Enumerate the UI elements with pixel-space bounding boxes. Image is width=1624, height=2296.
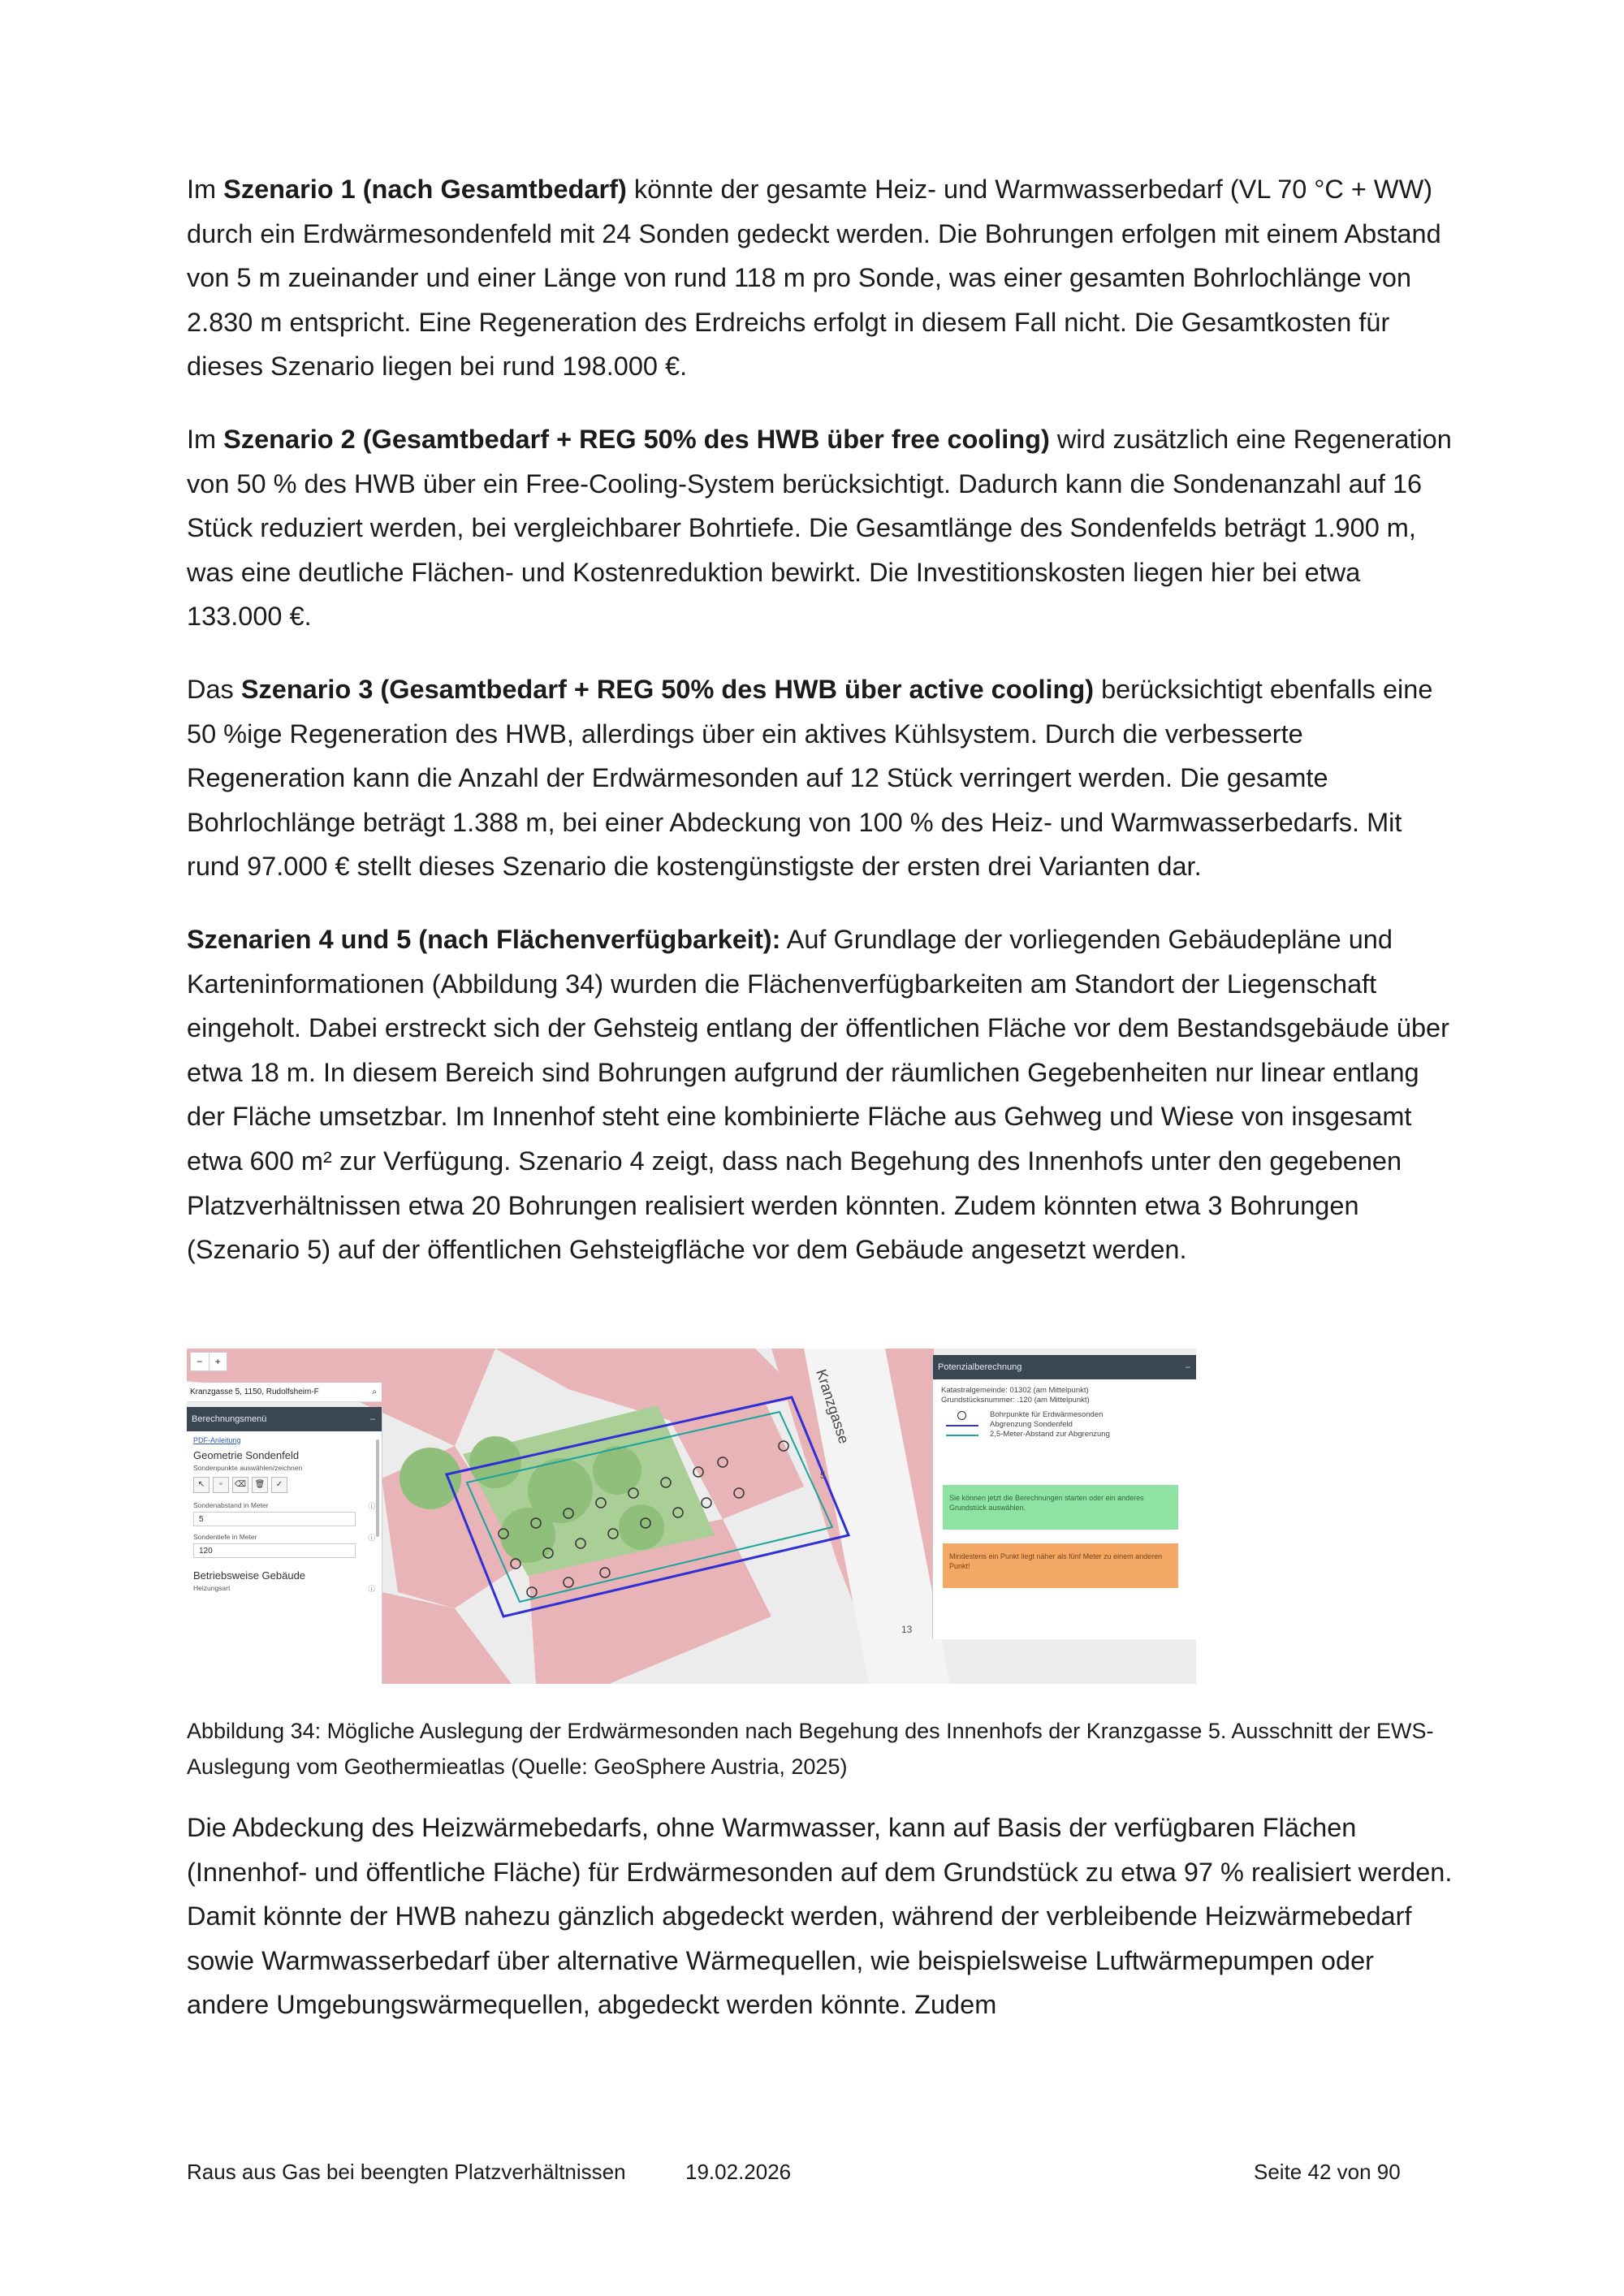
parcel-info: Grundstücksnummer: .120 (am Mittelpunkt) bbox=[941, 1396, 1090, 1405]
map-search-bar[interactable] bbox=[187, 1383, 382, 1402]
info-icon[interactable]: ⓘ bbox=[368, 1502, 375, 1510]
scenario-2-heading: Szenario 2 (Gesamtbedarf + REG 50% des HWB über free cooling) bbox=[223, 425, 1050, 454]
offset-legend-icon bbox=[946, 1435, 978, 1436]
paragraph-scenario-4-5: Szenarien 4 und 5 (nach Flächenverfügbarkeit): Auf Grundlage der vorliegenden Gebäudepläne und Karteninformationen (Abbildung 34) wurden die Flächenverfügbarkeiten am Standort der Liegenschaft eingeholt. Dabei erstreckt sich der Gehsteig entlang der öffentlichen Fläche vor dem Bestandsgebäude über etwa 18 m. In diesem Bereich sind Bohrungen aufgrund der räumlichen Gegebenheiten nur linear entlang der Fläche umsetzbar. Im Innenhof steht eine kombinierte Fläche aus Gehweg und Wiese von insgesamt etwa 600 m² zur Verfügung. Szenario 4 zeigt, dass nach Begehung des Innenhofs unter den gegebenen Platzverhältnissen etwa 20 Bohrungen realisiert werden könnten. Zudem könnten etwa 3 Bohrungen (Szenario 5) auf der öffentlichen Gehsteigfläche vor dem Gebäude angesetzt werden. bbox=[187, 925, 1449, 1265]
potential-calculation-header[interactable]: Potenzialberechnung – bbox=[933, 1355, 1196, 1379]
spacing-label: Sondenabstand in Meter ⓘ bbox=[193, 1501, 375, 1510]
search-input-value: Kranzgasse 5, 1150, Rudolfsheim-F bbox=[190, 1388, 319, 1396]
search-icon[interactable]: ⌕ bbox=[372, 1388, 377, 1396]
delete-tool-icon[interactable]: ⌫ bbox=[232, 1477, 248, 1493]
drawing-toolbar bbox=[193, 1477, 375, 1493]
paragraph-scenario-1: Im Szenario 1 (nach Gesamtbedarf) könnte der gesamte Heiz- und Warmwasserbedarf (VL 70 °C + WW) durch ein Erdwärmesondenfeld mit 24 Sonden gedeckt werden. Die Bohrungen erfolgen mit einem Abstand von 5 m zueinander und einer Länge von rund 118 m pro Sonde, was einer gesamten Bohrlochlänge von 2.830 m entspricht. Eine Regeneration des Erdreichs erfolgt in diesem Fall nicht. Die Gesamtkosten für dieses Szenario liegen bei rund 198.000 €. bbox=[187, 175, 1441, 382]
probe-points-hint: Sondenpunkte auswählen/zeichnen bbox=[193, 1464, 303, 1472]
geothermal-map-figure bbox=[187, 1349, 1196, 1684]
paragraph-coverage: Die Abdeckung des Heizwärmebedarfs, ohne Warmwasser, kann auf Basis der verfügbaren Flächen (Innenhof- und öffentliche Fläche) für Erdwärmesonden auf dem Grundstück zu etwa 97 % realisiert werden. Damit könnte der HWB nahezu gänzlich abgedeckt werden, während der verbleibende Heizwärmebedarf sowie Warmwasserbedarf über alternative Wärmequellen, wie beispielsweise Luftwärmepumpen oder andere Umgebungswärmequellen, abgedeckt werden könnte. Zudem bbox=[187, 1813, 1453, 2020]
footer-title: Raus aus Gas bei beengten Platzverhältnissen bbox=[187, 2160, 626, 2184]
depth-label: Sondentiefe in Meter ⓘ bbox=[193, 1533, 375, 1542]
street-label: Kranzgasse bbox=[813, 1367, 853, 1446]
paragraph-scenario-2: Im Szenario 2 (Gesamtbedarf + REG 50% des HWB über free cooling) wird zusätzlich eine Regeneration von 50 % des HWB über ein Free-Cooling-System berücksichtigt. Dadurch kann die Sondenanzahl auf 16 Stück reduziert werden, bei vergleichbarer Bohrtiefe. Die Gesamtlänge des Sondenfelds beträgt 1.900 m, was eine deutliche Flächen- und Kostenreduktion bewirkt. Die Investitionskosten liegen hier bei etwa 133.000 €. bbox=[187, 425, 1452, 632]
scenario-4-5-heading: Szenarien 4 und 5 (nach Flächenverfügbarkeit): bbox=[187, 925, 781, 954]
pdf-guide-link[interactable]: PDF-Anleitung bbox=[193, 1436, 241, 1444]
confirm-icon[interactable]: ✓ bbox=[271, 1477, 287, 1493]
footer-date: 19.02.2026 bbox=[685, 2160, 792, 2184]
zoom-controls bbox=[190, 1352, 227, 1371]
legend: Bohrpunkte für Erdwärmesonden Abgrenzung Sondenfeld 2,5-Meter-Abstand zur Abgrenzung bbox=[941, 1410, 1189, 1439]
warning-message: Mindestens ein Punkt liegt näher als fünf Meter zu einem anderen Punkt! bbox=[943, 1543, 1178, 1588]
zoom-in-button[interactable]: + bbox=[209, 1353, 227, 1370]
potential-calculation-panel bbox=[932, 1355, 1196, 1639]
borehole-legend-icon bbox=[957, 1411, 966, 1420]
success-message: Sie können jetzt die Berechnungen starten oder ein anderes Grundstück auswählen. bbox=[943, 1485, 1178, 1530]
zoom-out-button[interactable]: − bbox=[197, 1356, 203, 1367]
footer-page-number: Seite 42 von 90 bbox=[1254, 2160, 1401, 2184]
boundary-legend-icon bbox=[946, 1425, 978, 1426]
calculation-menu-panel bbox=[187, 1407, 382, 1684]
select-tool-icon[interactable]: ↖ bbox=[193, 1477, 209, 1493]
operation-section-title: Betriebsweise Gebäude bbox=[193, 1569, 306, 1582]
info-icon[interactable]: ⓘ bbox=[368, 1534, 375, 1542]
info-icon[interactable]: ⓘ bbox=[368, 1585, 375, 1593]
scenario-3-heading: Szenario 3 (Gesamtbedarf + REG 50% des HWB über active cooling) bbox=[240, 675, 1095, 704]
collapse-icon[interactable]: – bbox=[1185, 1362, 1190, 1372]
draw-tool-icon[interactable]: ▫ bbox=[213, 1477, 229, 1493]
depth-input[interactable]: 120 bbox=[193, 1543, 356, 1558]
geometry-section-title: Geometrie Sondenfeld bbox=[193, 1449, 300, 1461]
paragraph-scenario-3: Das Szenario 3 (Gesamtbedarf + REG 50% des HWB über active cooling) berücksichtigt ebenfalls eine 50 %ige Regeneration des HWB, allerdings über ein aktives Kühlsystem. Durch die verbesserte Regeneration kann die Anzahl der Erdwärmesonden auf 12 Stück verringert werden. Die gesamte Bohrlochlänge beträgt 1.388 m, bei einer Abdeckung von 100 % des Heiz- und Warmwasserbedarfs. Mit rund 97.000 € stellt dieses Szenario die kostengünstigste der ersten drei Varianten dar. bbox=[187, 675, 1433, 882]
spacing-input[interactable]: 5 bbox=[193, 1512, 356, 1526]
scenario-1-heading: Szenario 1 (nach Gesamtbedarf) bbox=[223, 175, 627, 204]
figure-caption: Abbildung 34: Mögliche Auslegung der Erdwärmesonden nach Begehung des Innenhofs der Kranzgasse 5. Ausschnitt der EWS-Auslegung vom Geothermieatlas (Quelle: GeoSphere Austria, 2025) bbox=[187, 1719, 1434, 1779]
panel-scrollbar[interactable] bbox=[376, 1439, 379, 1537]
house-number: 13 bbox=[901, 1624, 913, 1635]
cadastral-info: Katastralgemeinde: 01302 (am Mittelpunkt) bbox=[941, 1386, 1089, 1395]
house-number: 5 bbox=[820, 1470, 826, 1481]
collapse-icon[interactable]: – bbox=[369, 1414, 375, 1424]
trash-icon[interactable]: 🗑 bbox=[252, 1477, 268, 1493]
heating-type-label: Heizungsart ⓘ bbox=[193, 1584, 375, 1593]
calculation-menu-header[interactable]: Berechnungsmenü – bbox=[187, 1407, 382, 1431]
